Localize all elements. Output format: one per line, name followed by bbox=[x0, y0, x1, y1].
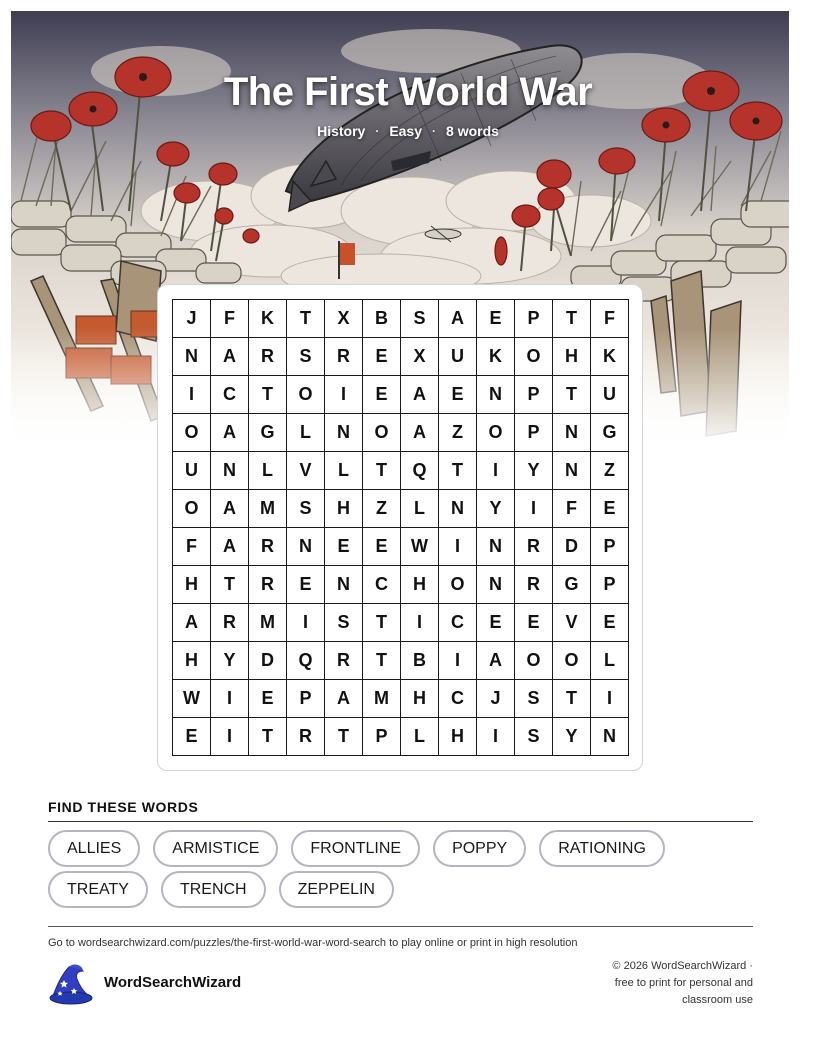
grid-cell[interactable]: M bbox=[249, 490, 287, 528]
grid-cell[interactable]: T bbox=[553, 300, 591, 338]
grid-cell[interactable]: E bbox=[363, 528, 401, 566]
copyright-line: © 2026 WordSearchWizard · bbox=[612, 960, 753, 972]
grid-cell[interactable]: N bbox=[325, 566, 363, 604]
grid-cell[interactable]: A bbox=[211, 490, 249, 528]
grid-cell[interactable]: H bbox=[325, 490, 363, 528]
grid-cell[interactable]: O bbox=[477, 414, 515, 452]
grid-cell[interactable]: K bbox=[477, 338, 515, 376]
grid-cell[interactable]: S bbox=[515, 680, 553, 718]
grid-cell[interactable]: A bbox=[211, 414, 249, 452]
grid-cell[interactable]: E bbox=[363, 376, 401, 414]
grid-cell[interactable]: K bbox=[249, 300, 287, 338]
footer-link-text[interactable]: Go to wordsearchwizard.com/puzzles/the-first-world-war-word-search to play online or print in high resolution bbox=[48, 937, 578, 949]
grid-cell[interactable]: L bbox=[401, 490, 439, 528]
grid-cell[interactable]: J bbox=[173, 300, 211, 338]
meta-separator: · bbox=[375, 124, 380, 138]
grid-cell[interactable]: U bbox=[591, 376, 629, 414]
grid-cell[interactable]: H bbox=[173, 566, 211, 604]
grid-cell[interactable]: X bbox=[401, 338, 439, 376]
grid-cell[interactable]: I bbox=[439, 528, 477, 566]
grid-cell[interactable]: O bbox=[439, 566, 477, 604]
copyright-line: free to print for personal and bbox=[614, 977, 753, 989]
grid-cell[interactable]: A bbox=[325, 680, 363, 718]
grid-cell[interactable]: R bbox=[249, 338, 287, 376]
word-pill: RATIONING bbox=[539, 830, 665, 867]
grid-cell[interactable]: A bbox=[477, 642, 515, 680]
grid-cell[interactable]: T bbox=[553, 376, 591, 414]
grid-cell[interactable]: T bbox=[249, 718, 287, 756]
grid-cell[interactable]: R bbox=[287, 718, 325, 756]
grid-cell[interactable]: P bbox=[287, 680, 325, 718]
grid-cell[interactable]: W bbox=[401, 528, 439, 566]
grid-cell[interactable]: O bbox=[287, 376, 325, 414]
grid-cell[interactable]: B bbox=[401, 642, 439, 680]
grid-cell[interactable]: F bbox=[211, 300, 249, 338]
grid-cell[interactable]: L bbox=[401, 718, 439, 756]
grid-cell[interactable]: W bbox=[173, 680, 211, 718]
grid-cell[interactable]: R bbox=[515, 566, 553, 604]
grid-cell[interactable]: H bbox=[439, 718, 477, 756]
grid-cell[interactable]: A bbox=[401, 414, 439, 452]
difficulty-label: Easy bbox=[389, 123, 423, 139]
word-pill: ALLIES bbox=[48, 830, 140, 867]
grid-cell[interactable]: E bbox=[591, 604, 629, 642]
grid-cell[interactable]: J bbox=[477, 680, 515, 718]
grid-cell[interactable]: Y bbox=[211, 642, 249, 680]
word-count-label: 8 words bbox=[446, 123, 499, 139]
grid-cell[interactable]: E bbox=[515, 604, 553, 642]
grid-cell[interactable]: I bbox=[439, 642, 477, 680]
grid-cell[interactable]: E bbox=[363, 338, 401, 376]
grid-cell[interactable]: R bbox=[325, 642, 363, 680]
grid-cell[interactable]: H bbox=[173, 642, 211, 680]
grid-cell[interactable]: T bbox=[363, 642, 401, 680]
grid-cell[interactable]: I bbox=[477, 718, 515, 756]
grid-cell[interactable]: N bbox=[553, 452, 591, 490]
grid-cell[interactable]: O bbox=[515, 642, 553, 680]
grid-cell[interactable]: F bbox=[553, 490, 591, 528]
grid-cell[interactable]: M bbox=[249, 604, 287, 642]
wizard-hat-icon bbox=[47, 963, 93, 1005]
grid-cell[interactable]: V bbox=[287, 452, 325, 490]
grid-cell[interactable]: D bbox=[249, 642, 287, 680]
grid-cell[interactable]: T bbox=[249, 376, 287, 414]
grid-cell[interactable]: O bbox=[553, 642, 591, 680]
grid-cell[interactable]: C bbox=[211, 376, 249, 414]
grid-cell[interactable]: L bbox=[249, 452, 287, 490]
puzzle-card bbox=[157, 284, 643, 771]
grid-cell[interactable]: Z bbox=[439, 414, 477, 452]
grid-cell[interactable]: E bbox=[439, 376, 477, 414]
grid-cell[interactable]: E bbox=[287, 566, 325, 604]
grid-cell[interactable]: Q bbox=[287, 642, 325, 680]
grid-cell[interactable]: S bbox=[287, 490, 325, 528]
grid-cell[interactable]: R bbox=[249, 566, 287, 604]
grid-cell[interactable]: U bbox=[439, 338, 477, 376]
grid-cell[interactable]: B bbox=[363, 300, 401, 338]
puzzle-meta bbox=[0, 123, 816, 139]
word-pill: TREATY bbox=[48, 871, 148, 908]
grid-cell[interactable]: I bbox=[515, 490, 553, 528]
grid-cell[interactable]: T bbox=[553, 680, 591, 718]
grid-cell[interactable]: O bbox=[173, 414, 211, 452]
grid-cell[interactable]: Q bbox=[401, 452, 439, 490]
grid-cell[interactable]: N bbox=[477, 566, 515, 604]
grid-cell[interactable]: M bbox=[363, 680, 401, 718]
grid-cell[interactable]: S bbox=[401, 300, 439, 338]
grid-cell[interactable]: O bbox=[363, 414, 401, 452]
grid-cell[interactable]: N bbox=[325, 414, 363, 452]
grid-cell[interactable]: I bbox=[211, 718, 249, 756]
grid-cell[interactable]: O bbox=[173, 490, 211, 528]
grid-cell[interactable]: A bbox=[211, 528, 249, 566]
grid-cell[interactable]: A bbox=[439, 300, 477, 338]
grid-cell[interactable]: E bbox=[477, 300, 515, 338]
grid-cell[interactable]: P bbox=[591, 528, 629, 566]
grid-cell[interactable]: P bbox=[515, 376, 553, 414]
grid-cell[interactable]: E bbox=[591, 490, 629, 528]
grid-cell[interactable]: O bbox=[515, 338, 553, 376]
grid-cell[interactable]: T bbox=[325, 718, 363, 756]
grid-cell[interactable]: Y bbox=[553, 718, 591, 756]
word-pill: ZEPPELIN bbox=[279, 871, 394, 908]
grid-cell[interactable]: S bbox=[287, 338, 325, 376]
letter-grid[interactable] bbox=[172, 299, 629, 756]
grid-cell[interactable]: L bbox=[287, 414, 325, 452]
divider bbox=[48, 926, 753, 927]
grid-cell[interactable]: H bbox=[401, 566, 439, 604]
grid-cell[interactable]: A bbox=[211, 338, 249, 376]
grid-cell[interactable]: H bbox=[553, 338, 591, 376]
grid-cell[interactable]: P bbox=[515, 414, 553, 452]
grid-cell[interactable]: R bbox=[249, 528, 287, 566]
grid-cell[interactable]: U bbox=[173, 452, 211, 490]
grid-cell[interactable]: A bbox=[401, 376, 439, 414]
grid-cell[interactable]: Y bbox=[515, 452, 553, 490]
grid-cell[interactable]: I bbox=[211, 680, 249, 718]
grid-cell[interactable]: R bbox=[211, 604, 249, 642]
grid-cell[interactable]: V bbox=[553, 604, 591, 642]
grid-cell[interactable]: K bbox=[591, 338, 629, 376]
grid-cell[interactable]: Y bbox=[477, 490, 515, 528]
grid-cell[interactable]: T bbox=[439, 452, 477, 490]
grid-cell[interactable]: N bbox=[591, 718, 629, 756]
grid-cell[interactable]: S bbox=[515, 718, 553, 756]
category-label: History bbox=[317, 123, 366, 139]
grid-cell[interactable]: N bbox=[287, 528, 325, 566]
grid-cell[interactable]: Z bbox=[363, 490, 401, 528]
word-pill: ARMISTICE bbox=[153, 830, 278, 867]
grid-cell[interactable]: A bbox=[173, 604, 211, 642]
word-list bbox=[48, 830, 758, 908]
grid-cell[interactable]: G bbox=[249, 414, 287, 452]
grid-cell[interactable]: T bbox=[363, 604, 401, 642]
grid-cell[interactable]: Z bbox=[591, 452, 629, 490]
grid-cell[interactable]: G bbox=[591, 414, 629, 452]
copyright-line: classroom use bbox=[682, 994, 753, 1006]
grid-cell[interactable]: D bbox=[553, 528, 591, 566]
grid-cell[interactable]: E bbox=[477, 604, 515, 642]
grid-cell[interactable]: N bbox=[173, 338, 211, 376]
grid-cell[interactable]: E bbox=[173, 718, 211, 756]
grid-cell[interactable]: E bbox=[325, 528, 363, 566]
grid-cell[interactable]: N bbox=[477, 528, 515, 566]
grid-cell[interactable]: P bbox=[515, 300, 553, 338]
grid-cell[interactable]: R bbox=[325, 338, 363, 376]
grid-cell[interactable]: L bbox=[325, 452, 363, 490]
grid-cell[interactable]: T bbox=[363, 452, 401, 490]
grid-cell[interactable]: T bbox=[211, 566, 249, 604]
word-pill: POPPY bbox=[433, 830, 526, 867]
grid-cell[interactable]: E bbox=[249, 680, 287, 718]
grid-cell[interactable]: P bbox=[363, 718, 401, 756]
grid-cell[interactable]: F bbox=[591, 300, 629, 338]
grid-cell[interactable]: N bbox=[439, 490, 477, 528]
grid-cell[interactable]: X bbox=[325, 300, 363, 338]
grid-cell[interactable]: I bbox=[173, 376, 211, 414]
word-pill: FRONTLINE bbox=[291, 830, 420, 867]
grid-cell[interactable]: F bbox=[173, 528, 211, 566]
grid-cell[interactable]: C bbox=[363, 566, 401, 604]
grid-cell[interactable]: T bbox=[287, 300, 325, 338]
grid-cell[interactable]: I bbox=[401, 604, 439, 642]
grid-cell[interactable]: S bbox=[325, 604, 363, 642]
grid-cell[interactable]: I bbox=[325, 376, 363, 414]
grid-cell[interactable]: N bbox=[211, 452, 249, 490]
grid-cell[interactable]: N bbox=[553, 414, 591, 452]
meta-separator: · bbox=[432, 124, 437, 138]
grid-cell[interactable]: P bbox=[591, 566, 629, 604]
page-title: The First World War bbox=[223, 70, 593, 114]
divider bbox=[48, 821, 753, 822]
grid-cell[interactable]: L bbox=[591, 642, 629, 680]
brand-name: WordSearchWizard bbox=[104, 974, 242, 991]
grid-cell[interactable]: R bbox=[515, 528, 553, 566]
copyright-text bbox=[553, 958, 753, 1009]
grid-cell[interactable]: I bbox=[477, 452, 515, 490]
grid-cell[interactable]: I bbox=[287, 604, 325, 642]
grid-cell[interactable]: H bbox=[401, 680, 439, 718]
grid-cell[interactable]: G bbox=[553, 566, 591, 604]
word-pill: TRENCH bbox=[161, 871, 266, 908]
word-list-heading: FIND THESE WORDS bbox=[48, 799, 199, 815]
grid-cell[interactable]: C bbox=[439, 680, 477, 718]
grid-cell[interactable]: N bbox=[477, 376, 515, 414]
grid-cell[interactable]: I bbox=[591, 680, 629, 718]
grid-cell[interactable]: C bbox=[439, 604, 477, 642]
